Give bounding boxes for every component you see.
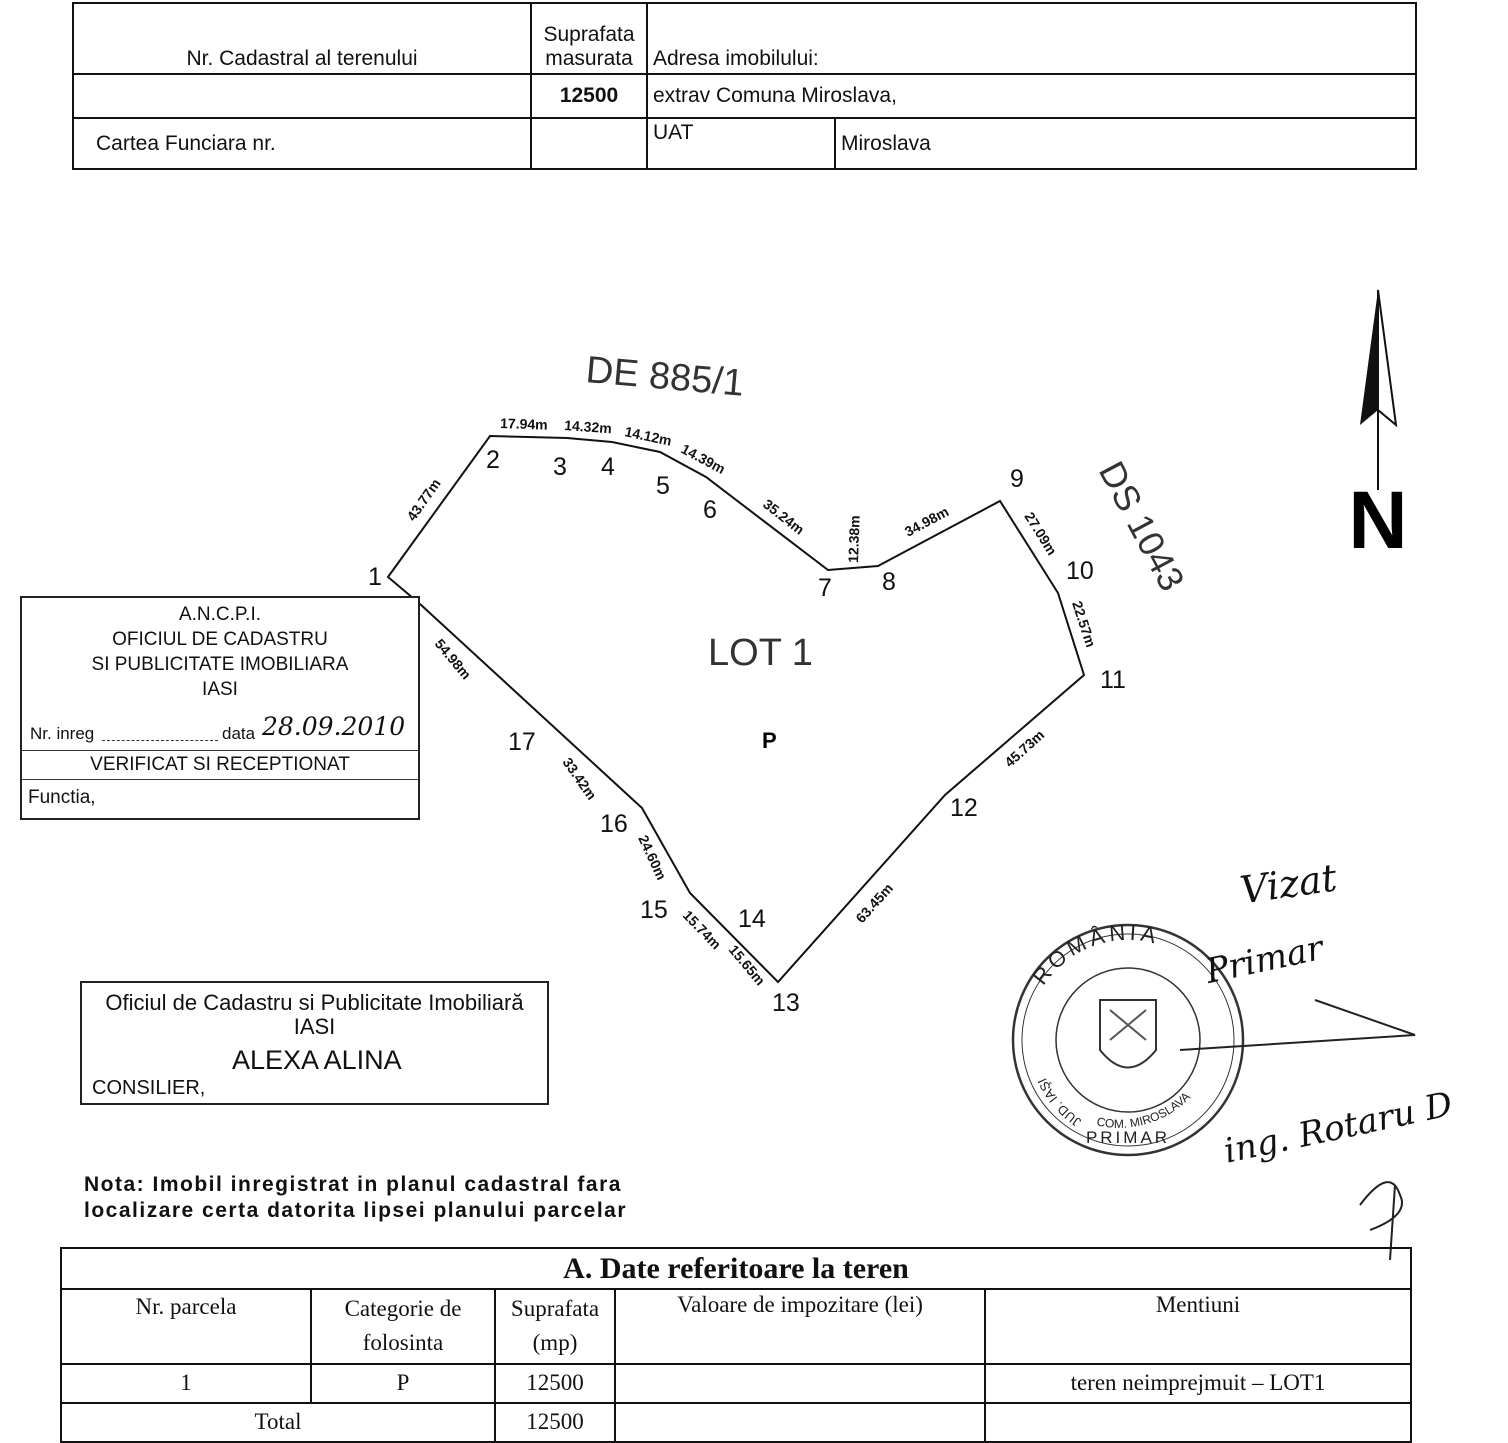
cadastral-label: Nr. Cadastral al terenului <box>186 46 418 70</box>
vertex-label: 10 <box>1066 557 1094 585</box>
note-line1: Nota: Imobil inregistrat in planul cadastral fara <box>84 1173 622 1196</box>
seal-bottom-text: COM. MIROSLAVA <box>1095 1089 1193 1131</box>
vertex-label: 17 <box>508 728 536 756</box>
header-mentions: Mentiuni <box>1155 1292 1241 1318</box>
table-row <box>61 1364 1411 1403</box>
land-table-title: A. Date referitoare la teren <box>563 1251 909 1285</box>
parcel-outline <box>388 436 1084 982</box>
ancpi-stamp <box>20 596 420 820</box>
segment-length-label: 24.60m <box>635 832 670 883</box>
vertex-label: 3 <box>553 453 567 481</box>
land-data-table <box>60 1247 1412 1443</box>
ocpi-name: ALEXA ALINA <box>232 1045 402 1075</box>
handwritten-primar: Primar <box>1202 928 1327 992</box>
ocpi-role: CONSILIER, <box>92 1077 206 1099</box>
seal-top-text: ROMÂNIA <box>1027 919 1163 990</box>
row-area: 12500 <box>495 1364 615 1403</box>
segment-length-label: 54.98m <box>431 635 475 683</box>
header-area-cell <box>495 1289 615 1363</box>
segment-length-label: 63.45m <box>852 880 897 927</box>
north-arrow-icon <box>1360 290 1396 490</box>
road-top-label: DE 885/1 <box>584 349 746 405</box>
uat-label: UAT <box>653 121 694 145</box>
vertex-label: 6 <box>703 496 717 524</box>
header-category-line1: Categorie de <box>344 1296 462 1322</box>
uat-value: Miroslava <box>841 131 931 155</box>
function-row <box>22 780 418 816</box>
segment-length-label: 22.57m <box>1069 598 1100 650</box>
vertex-label: 2 <box>486 446 500 474</box>
row-mentions: teren neimprejmuit – LOT1 <box>985 1364 1411 1403</box>
ocpi-line2: IASI <box>293 1014 336 1039</box>
svg-text:ROMÂNIA <box>1027 920 1162 990</box>
vertex-label: 7 <box>818 574 832 602</box>
land-book-label: Cartea Funciara nr. <box>96 131 276 155</box>
address-value: extrav Comuna Miroslava, <box>653 84 897 108</box>
ocpi-stamp <box>80 981 549 1105</box>
land-table-title-cell <box>61 1248 1411 1289</box>
segment-length-label: 35.24m <box>760 495 808 538</box>
segment-length-label: 45.73m <box>1001 726 1048 771</box>
header-parcel: Nr. parcela <box>135 1294 237 1320</box>
header-area-line1: Suprafata <box>510 1296 600 1322</box>
vertex-label: 4 <box>601 453 615 481</box>
segment-length-label: 15.74m <box>679 906 725 953</box>
svg-text:JUD. IAŞI <box>1034 1076 1083 1130</box>
ocpi-line1: Oficiul de Cadastru si Publicitate Imobiliară <box>105 990 524 1015</box>
segment-length-label: 17.94m <box>499 415 548 433</box>
area-value: 12500 <box>559 84 619 108</box>
vertex-label: 14 <box>738 905 766 933</box>
area-label-line2: masurata <box>545 46 633 70</box>
seal-footer-text: PRIMAR <box>1085 1128 1171 1147</box>
segment-length-label: 33.42m <box>559 754 600 803</box>
vertex-label: 11 <box>1100 666 1126 694</box>
vertex-label: 5 <box>656 472 670 500</box>
header-mentions-cell <box>985 1289 1411 1363</box>
header-parcel-cell <box>61 1289 311 1363</box>
note-line2: localizare certa datorita lipsei planului parcelar <box>84 1199 628 1222</box>
ancpi-line2: OFICIUL DE CADASTRU <box>112 629 328 650</box>
segment-length-label: 15.65m <box>725 941 769 989</box>
road-right-label: DS 1043 <box>1090 454 1193 598</box>
header-area-line2: (mp) <box>532 1330 578 1356</box>
vertex-label: 1 <box>368 563 382 591</box>
seal-left-text: JUD. IAŞI <box>1034 1075 1084 1130</box>
row-parcel: 1 <box>61 1364 311 1403</box>
segment-length-label: 43.77m <box>403 475 444 524</box>
function-label: Functia, <box>28 787 96 808</box>
segment-length-label: 27.09m <box>1021 509 1061 558</box>
vertex-label: 8 <box>882 568 896 596</box>
north-label: N <box>1348 475 1408 566</box>
ancpi-line4: IASI <box>202 679 238 700</box>
vertex-label: 15 <box>640 896 668 924</box>
row-category: P <box>311 1364 495 1403</box>
total-label: Total <box>61 1403 495 1442</box>
header-category-cell <box>311 1289 495 1363</box>
vertex-label: 12 <box>950 794 978 822</box>
segment-length-label: 14.39m <box>678 440 729 477</box>
header-tax-value: Valoare de impozitare (lei) <box>677 1292 923 1318</box>
ancpi-line3: SI PUBLICITATE IMOBILIARA <box>91 654 349 675</box>
vertex-label: 13 <box>772 989 800 1017</box>
address-label: Adresa imobilului: <box>653 46 819 70</box>
total-mentions <box>985 1403 1411 1442</box>
total-tax-value <box>615 1403 985 1442</box>
header-tax-value-cell <box>615 1289 985 1363</box>
date-label: data <box>222 724 256 743</box>
handwritten-vizat: Vizat <box>1237 855 1340 913</box>
plan-note <box>84 1172 627 1224</box>
row-tax-value <box>615 1364 985 1403</box>
vertex-label: 16 <box>600 810 628 838</box>
handwritten-engineer: ing. Rotaru D <box>1220 1084 1456 1172</box>
date-value: 28.09.2010 <box>262 712 406 741</box>
total-row <box>61 1403 1411 1442</box>
segment-length-label: 14.32m <box>563 417 613 437</box>
vertex-label: 9 <box>1010 465 1024 493</box>
area-label-line1: Suprafata <box>543 22 635 46</box>
segment-length-label: 34.98m <box>901 503 952 540</box>
header-category-line2: folosinta <box>362 1330 444 1356</box>
use-category-label: P <box>762 728 777 753</box>
segment-length-label: 14.12m <box>623 423 674 449</box>
segment-length-label: 12.38m <box>845 515 863 564</box>
ancpi-line1: A.N.C.P.I. <box>178 604 261 625</box>
verified-label: VERIFICAT SI RECEPTIONAT <box>90 754 350 775</box>
total-area: 12500 <box>495 1403 615 1442</box>
lot-label: LOT 1 <box>708 632 813 674</box>
verified-row <box>22 751 418 780</box>
signature-strokes <box>1140 990 1430 1270</box>
registration-label: Nr. inreg <box>30 724 95 743</box>
